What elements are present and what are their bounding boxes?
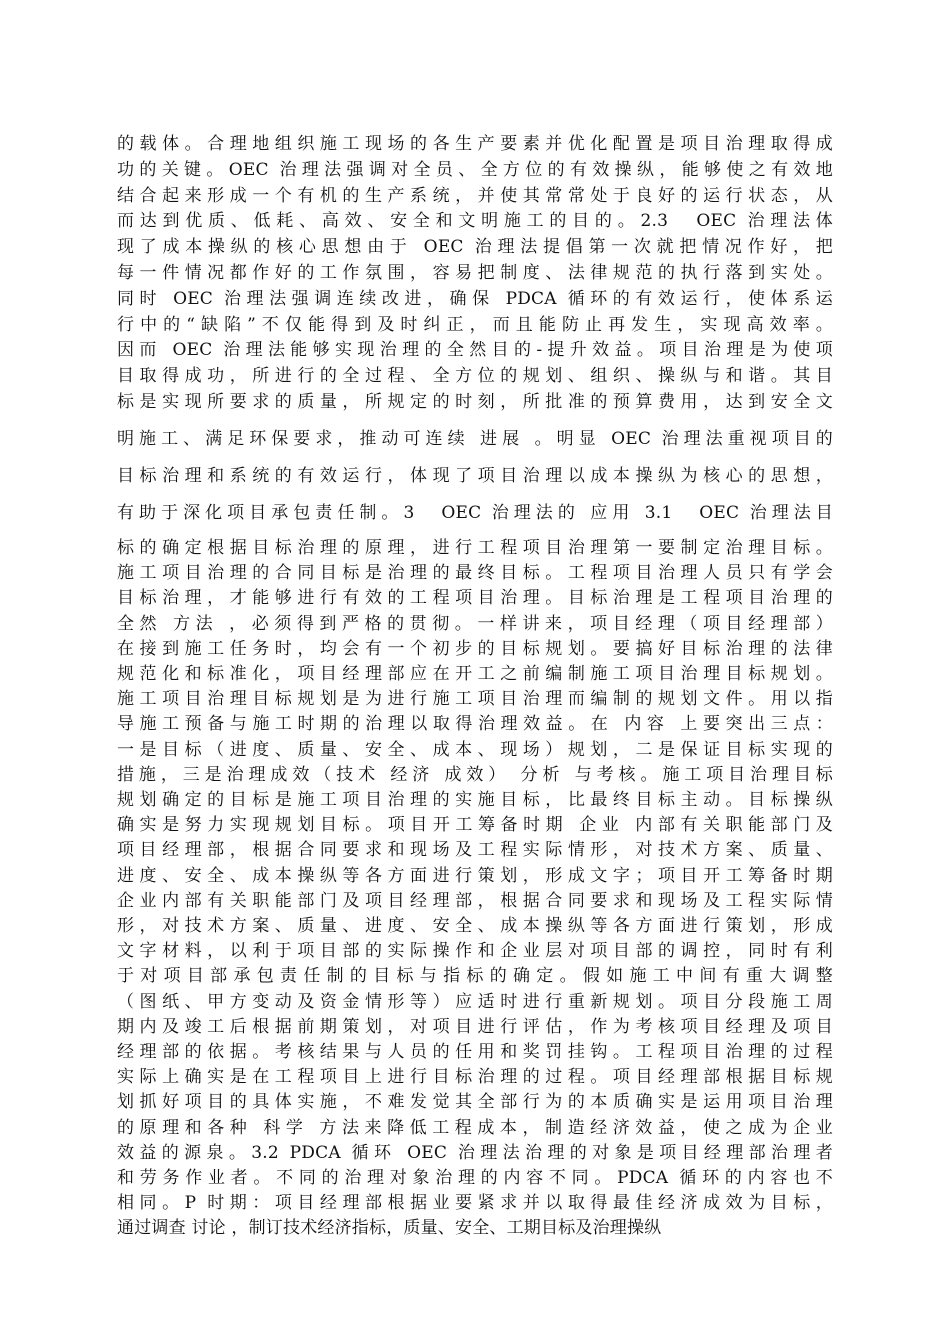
text-line: 现了成本操纵的核心思想由于 OEC 治理法提倡第一次就把情况作好，把	[117, 237, 833, 258]
text-line: （图纸、甲方变动及资金情形等）应适时进行重新规划。项目分段施工周	[117, 991, 833, 1012]
text-line: 施工项目治理的合同目标是治理的最终目标。工程项目治理人员只有学会	[117, 563, 833, 584]
text-line: 实际上确实是在工程项目上进行目标治理的过程。项目经理部根据目标规	[117, 1067, 833, 1088]
text-line: 期内及竣工后根据前期策划，对项目进行评估，作为考核项目经理及项目	[117, 1016, 833, 1037]
text-line: 企业内部有关职能部门及项目经理部，根据合同要求和现场及工程实际情	[117, 890, 833, 911]
text-line: 规范化和标准化，项目经理部应在开工之前编制施工项目治理目标规划。	[117, 664, 833, 684]
text-line: 措施，三是治理成效（技术 经济 成效） 分析 与考核。施工项目治理目标	[117, 764, 833, 785]
text-line: 同时 OEC 治理法强调连续改进，确保 PDCA 循环的有效运行，使体系运	[117, 288, 833, 309]
text-line: 有助于深化项目承包责任制。3 OEC 治理法的 应用 3.1 OEC 治理法目	[117, 503, 833, 523]
text-line: 形，对技术方案、质量、进度、安全、成本操纵等各方面进行策划，形成	[117, 916, 833, 936]
text-line: 行中的“缺陷”不仅能得到及时纠正，而且能防止再发生，实现高效率。	[117, 314, 833, 335]
text-line: 导施工预备与施工时期的治理以取得治理效益。在 内容 上要突出三点：	[117, 714, 833, 735]
text-line: 效益的源泉。3.2 PDCA 循环 OEC 治理法治理的对象是项目经理部治理者	[117, 1142, 833, 1163]
text-line: 文字材料，以利于项目部的实际操作和企业层对项目部的调控，同时有利	[117, 941, 833, 962]
text-line: 功的关键。OEC 治理法强调对全员、全方位的有效操纵，能够使之有效地	[117, 159, 833, 180]
text-line: 标是实现所要求的质量，所规定的时刻，所批准的预算费用，达到安全文	[117, 392, 833, 412]
text-line: 相同。P 时期：项目经理部根据业要紧求并以取得最佳经济成效为目标，	[117, 1193, 833, 1214]
text-line: 和劳务作业者。不同的治理对象治理的内容不同。PDCA 循环的内容也不	[117, 1168, 833, 1188]
text-line: 通过调查 讨论 ，制订技术经济指标，质量、安全、工期目标及治理操纵	[117, 1218, 662, 1239]
text-line: 在接到施工任务时，均会有一个初步的目标规划。要搞好目标治理的法律	[117, 638, 833, 659]
text-line: 目取得成功，所进行的全过程、全方位的规划、组织、操纵与和谐。其目	[117, 366, 833, 387]
text-line: 全然 方法 ，必须得到严格的贯彻。一样讲来，项目经理（项目经理部）	[117, 613, 833, 634]
text-line: 标的确定根据目标治理的原理，进行工程项目治理第一要制定治理目标。	[117, 538, 833, 558]
text-line: 施工项目治理目标规划是为进行施工项目治理而编制的规划文件。用以指	[117, 689, 833, 710]
text-line: 经理部的依据。考核结果与人员的任用和奖罚挂钩。工程项目治理的过程	[117, 1042, 833, 1062]
text-line: 目标治理，才能够进行有效的工程项目治理。目标治理是工程项目治理的	[117, 588, 833, 609]
text-line: 一是目标（进度、质量、安全、成本、现场）规划，二是保证目标实现的	[117, 739, 833, 760]
text-line: 明施工、满足环保要求，推动可连续 进展 。明显 OEC 治理法重视项目的	[117, 429, 833, 449]
text-line: 确实是努力实现规划目标。项目开工筹备时期 企业 内部有关职能部门及	[117, 815, 833, 836]
text-line: 因而 OEC 治理法能够实现治理的全然目的-提升效益。项目治理是为使项	[117, 340, 833, 361]
text-line: 的载体。合理地组织施工现场的各生产要素并优化配置是项目治理取得成	[117, 134, 833, 154]
text-line: 进度、安全、成本操纵等各方面进行策划，形成文字；项目开工筹备时期	[117, 865, 833, 886]
text-line: 目标治理和系统的有效运行，体现了项目治理以成本操纵为核心的思想，	[117, 466, 833, 486]
text-line: 每一件情况都作好的工作氛围，容易把制度、法律规范的执行落到实处。	[117, 263, 833, 283]
text-line: 于对项目部承包责任制的目标与指标的确定。假如施工中间有重大调整	[117, 966, 833, 987]
text-line: 规划确定的目标是施工项目治理的实施目标，比最终目标主动。目标操纵	[117, 790, 833, 810]
text-line: 结合起来形成一个有机的生产系统，并使其常常处于良好的运行状态，从	[117, 185, 833, 206]
text-line: 而达到优质、低耗、高效、安全和文明施工的目的。2.3 OEC 治理法体	[117, 211, 833, 232]
text-line: 的原理和各种 科学 方法来降低工程成本，制造经济效益，使之成为企业	[117, 1117, 833, 1138]
text-line: 项目经理部，根据合同要求和现场及工程实际情形，对技术方案、质量、	[117, 840, 833, 861]
text-line: 划抓好项目的具体实施，不难发觉其全部行为的本质确实是运用项目治理	[117, 1092, 833, 1113]
